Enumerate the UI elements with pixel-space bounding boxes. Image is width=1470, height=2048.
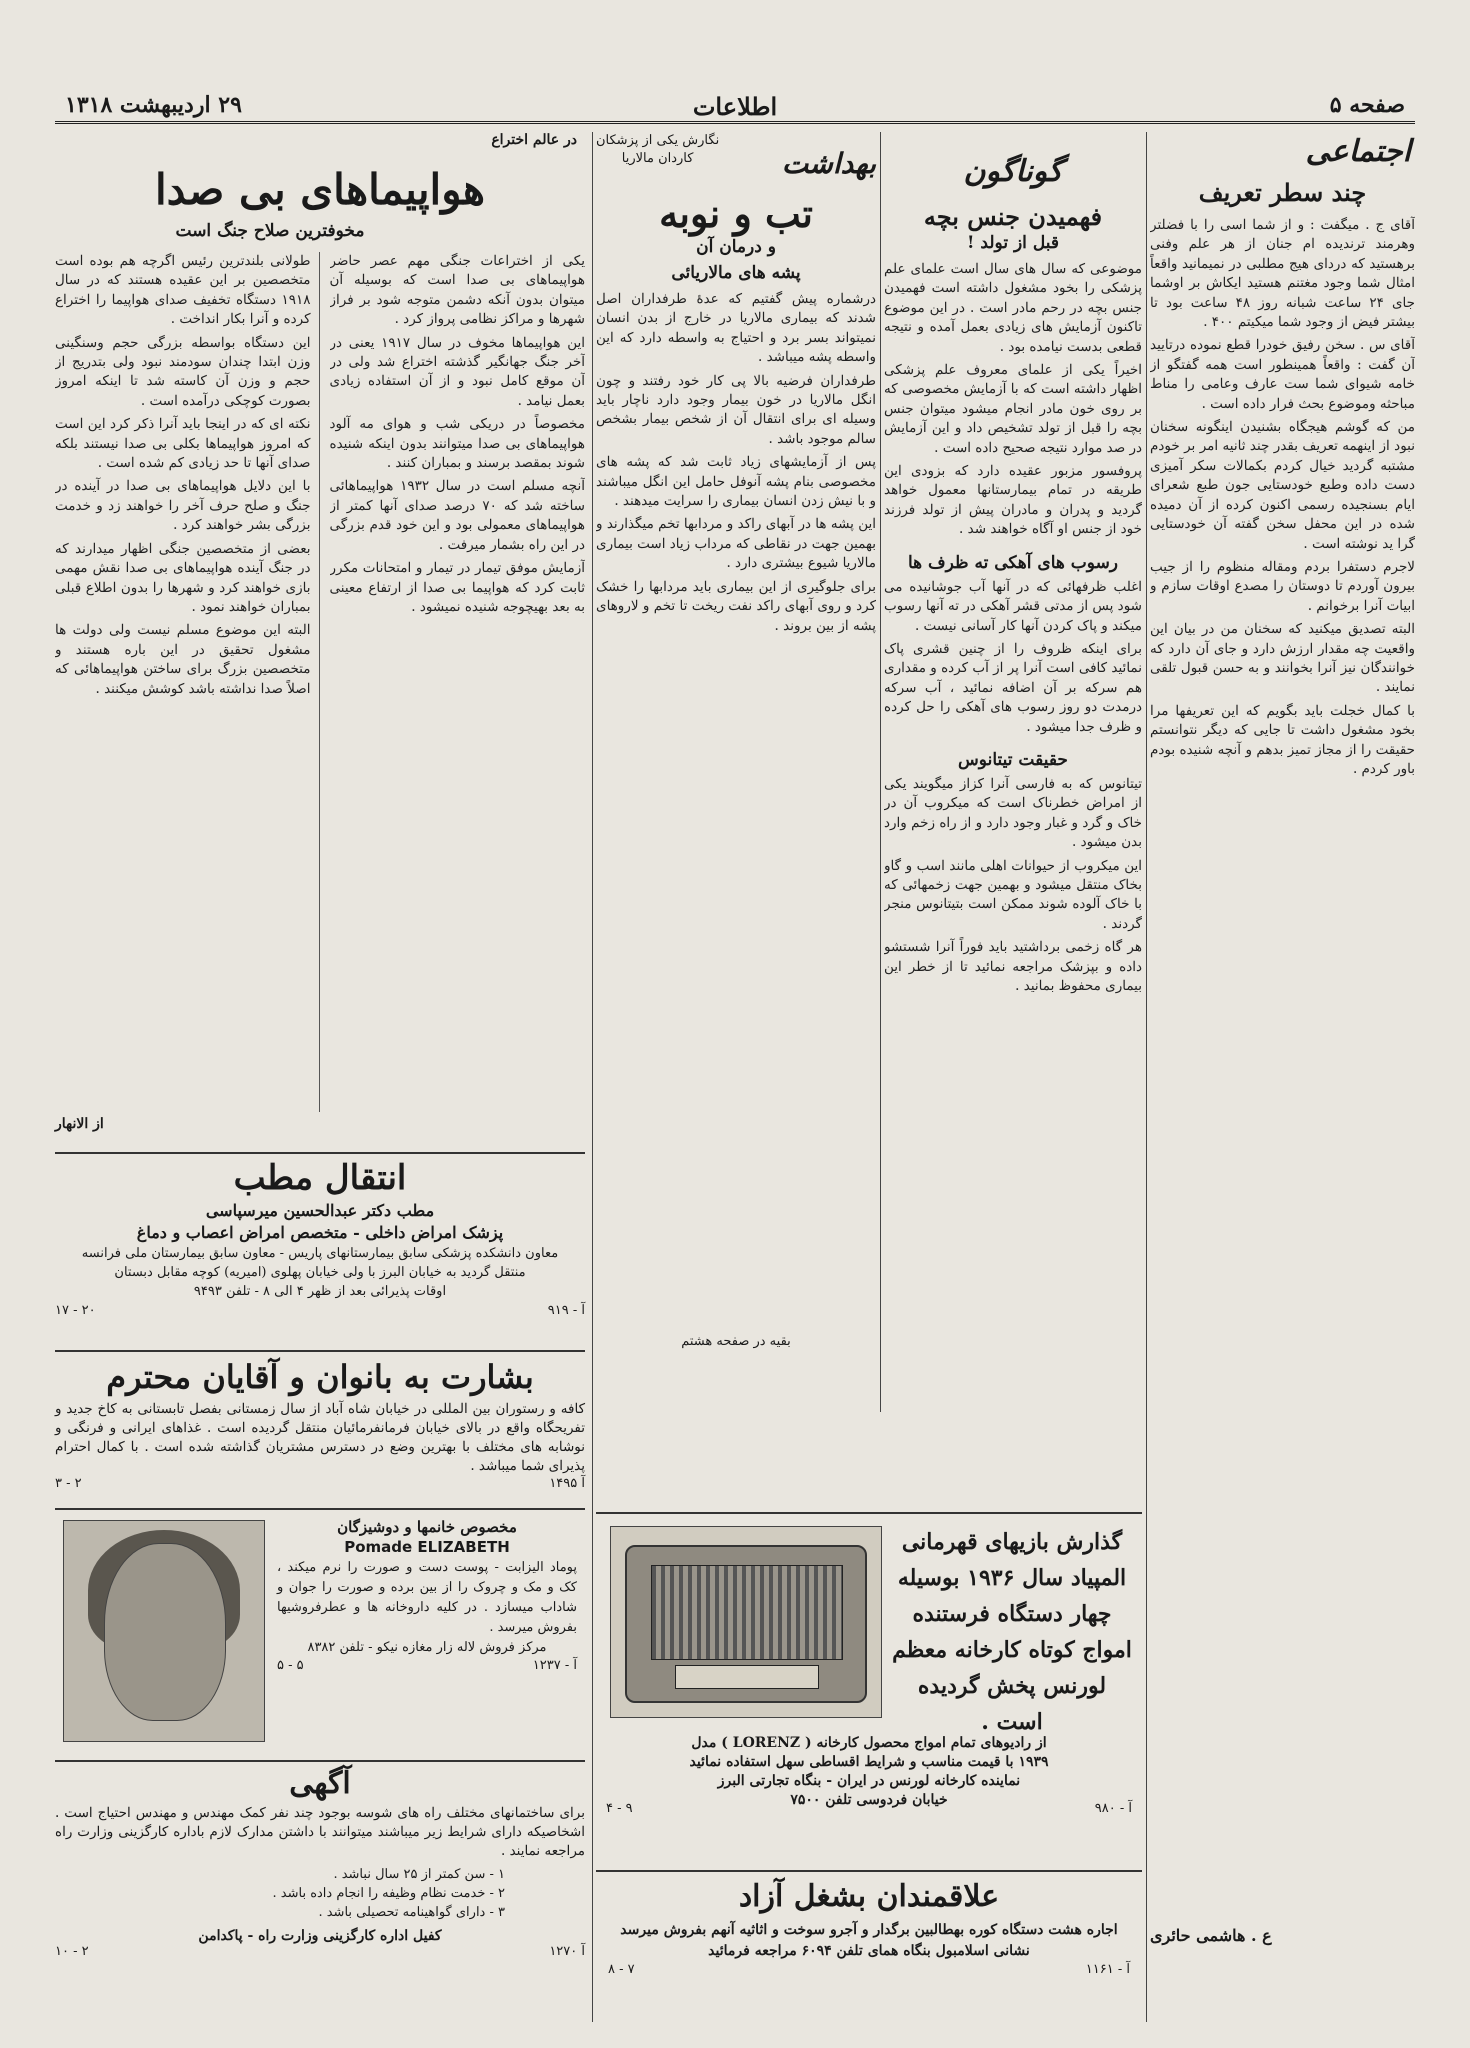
ad-line: پزشک امراض داخلی - متخصص امراض اعصاب و دماغ — [136, 1223, 504, 1242]
paragraph: برای اینکه ظروف را از چنین قشری پاک نمائید کافی است آنرا پر از آب کرده و مقداری هم سرکه بر آن اضافه نمائید ، آب سرکه درمدت دو روز رسوب های آهکی را حل کرده و ظرف جدا میشود . — [884, 640, 1142, 735]
sub-heading: پشه های مالاریائی — [671, 263, 801, 283]
paragraph: بعضی از متخصصین جنگی اظهار میدارند که در جنگ آینده هواپیماهای بی صدا نقش مهمی بازی خواهند کرد و شهرها را بدون اطلاع قبلی بمباران خواهند نمود . — [55, 540, 311, 615]
paragraph: پروفسور مزبور عقیده دارد که بزودی این طریقه در تمام بیمارستانها معمول خواهد گردید و پدران و مادران پیش از تولد فرزند خود از جنس او آگاه خواهند شد . — [884, 463, 1142, 538]
sub-article-body — [884, 775, 1142, 1000]
ad-heading: مخصوص خانمها و دوشیزگان — [337, 1518, 517, 1536]
invention-article — [55, 132, 585, 1152]
paragraph: اغلب ظرفهائی که در آنها آب جوشانیده می شود پس از مدتی قشر آهکی در ته آنها رسوب میکند و پاک کردن آنها کار آسانی نیست . — [884, 578, 1142, 634]
article-title: تب و نوبه — [659, 191, 813, 236]
ad-title: علاقمندان بشغل آزاد — [738, 1879, 1000, 1914]
article-title: فهمیدن جنس بچه — [923, 202, 1103, 231]
paragraph: من که گوشم هیجگاه بشنیدن اینگونه سخنان نبود از اینهمه تعریف بقدر چند ثانیه امر بر خودم مشتبه گردید خیال کردم بکمالات سکر آمیزی دست داده وطبع خودستایی جون طبع شعرای ایام بسنجیده رسمی اکنون کرده از آن دمیده شده در این محفل سخن گفته آن خودستایی گرا ید نوشته است . — [1150, 419, 1415, 552]
ad-body: کافه و رستوران بین المللی در خیابان شاه آباد از سال زمستانی بفصل تابستانی به کاخ جدید و تفریحگاه واقع در بالای خیابان فرمانفرمائیان منتقل گردیده است . غذاهای ایرانی و فرنگی و نوشابه های مختلف با بهترین وضع در دسترس مشتریان گذاشته شده است . با کمال احترام پذیرای شما میباشد . — [55, 1401, 585, 1474]
paragraph: این هواپیماها مخوف در سال ۱۹۱۷ یعنی در آخر جنگ جهانگیر گذشته اختراع شد ولی در آن موقع کامل نبود و از آن استفاده زیادی بعمل نیامد . — [329, 334, 585, 409]
pomade-ad — [55, 1512, 585, 1757]
divider — [55, 1508, 585, 1510]
author-signature: ع . هاشمی حائری — [1150, 1926, 1272, 1945]
column-rule — [880, 132, 881, 1412]
article-body-right — [330, 252, 586, 1112]
article-body — [1150, 216, 1415, 1916]
paragraph: هر گاه زخمی برداشتید باید فوراً آنرا شستشو داده و بپزشک مراجعه نمائید تا از خطر این بیماری محفوظ بمانید . — [884, 939, 1142, 994]
paragraph: آقای ج . میگفت : و از شما اسی را با فضلتر وهرمند ترندیده ام جنان از هر علم وفنی برهستید که دردای هیج مطلبی در نمیمانید واقعاً امثال شما وجود مغتنم هستید ایکاش بر اوشما جای ۲۴ ساعت شبانه روز ۴۸ ساعت بود تا بیشتر فیض از وجود شما میکیتم ۴۰۰ . — [1150, 217, 1415, 331]
column-rule — [1146, 132, 1147, 2022]
condition-item: ۳ - دارای گواهینامه تحصیلی باشد . — [318, 1905, 505, 1920]
section-label: بهداشت — [781, 147, 876, 180]
paragraph: درشماره پیش گفتیم که عدهٔ طرفداران اصل شدند که بیماری مالاریا در خارج از بدن انسان نمیتواند بسر برد و احتیاج به واسطه دارد که این واسطه پشه میباشد . — [596, 291, 876, 366]
column-rule — [592, 132, 593, 1512]
ad-code: ۹ - ۴ — [606, 1801, 633, 1816]
ad-line: ۱۹۳۹ با قیمت مناسب و شرایط اقساطی سهل استفاده نمائید — [689, 1754, 1049, 1770]
paragraph: مخصوصاً در دریکی شب و هوای مه آلود هواپیماهای بی صدا میتوانند بدون اینکه شنیده شوند بمقصد برسند و بمباران کنند . — [329, 416, 585, 472]
brand-name: Pomade ELIZABETH — [344, 1538, 510, 1556]
divider — [55, 1152, 585, 1154]
ad-line: معاون دانشکده پزشکی سابق بیمارستانهای پاریس - معاون سابق بیمارستان ملی فرانسه — [81, 1246, 559, 1261]
paragraph: آزمایش موفق تیمار در تیمار و امتحانات مکرر ثابت کرد که هواپیما بی صدا از ارتفاع معینی به بعد بهیچوجه شنیده نمیشود . — [329, 560, 585, 615]
ad-title: انتقال مطب — [233, 1158, 407, 1198]
column-rule — [592, 1512, 593, 2022]
free-occupation-ad — [596, 1874, 1142, 2022]
condition-item: ۲ - خدمت نظام وظیفه را انجام داده باشد . — [272, 1886, 505, 1901]
paragraph: پس از آزمایشهای زیاد ثابت شد که پشه های مخصوصی بنام پشه آنوفل حامل این انگل میباشند و با نیش زدن انسان بیماری را سرایت میدهند . — [596, 454, 876, 510]
paragraph: این پشه ها در آبهای راکد و مردابها تخم میگذارند و بهمین جهت در نقاطی که مرداب زیاد است بیماری مالاریا شیوع بیشتری دارد . — [596, 516, 876, 572]
article-subtitle: و درمان آن — [696, 237, 776, 257]
paragraph: اخیراً یکی از علمای معروف علم پزشکی اظهار داشته است که با آزمایش مخصوصی که بر روی خون مادر انجام میشود میتوان جنس بچه را قبل از تولد تشخیص داد و این آزمایش در صد موارد نتیجه صحیح داده است . — [884, 362, 1142, 456]
ad-line: خیابان فردوسی تلفن ۷۵۰۰ — [790, 1792, 948, 1808]
divider — [55, 1350, 585, 1352]
article-title: هواپیماهای بی صدا — [154, 165, 486, 214]
ad-body: اجاره هشت دستگاه کوره بهطالبین برگدار و آجرو سوخت و اثاثیه آنهم بفروش میرسد نشانی اسلامبول بنگاه همای تلفن ۶۰۹۴ مراجعه فرمائید — [620, 1922, 1118, 1959]
ad-code: ۲ - ۳ — [55, 1476, 82, 1491]
paragraph: آقای س . سخن رفیق خودرا قطع نموده درتایید آن گفت : واقعاً همینطور است همه گفتگو از خامه شیوای شما ست عارف وعامی را مناط مباحثه وموضوع بحث فرار داده است . — [1150, 337, 1415, 412]
health-column — [596, 132, 876, 1412]
face-shape — [104, 1543, 226, 1721]
condition-item: ۱ - سن کمتر از ۲۵ سال نباشد . — [333, 1867, 505, 1882]
paragraph: این میکروب از حیوانات اهلی مانند اسب و گاو بخاک منتقل میشود و بهمین جهت زخمهائی که با خاک آلوده شوند ممکن است بتیتانوس منجر گردند . — [884, 857, 1142, 932]
paragraph: طرفداران فرضیه بالا پی کار خود رفتند و چون انگل مالاریا در خون بیمار وجود دارد ناچار باید وسیله ای برای انتقال آن از شخص بیمار بشخص سالم موجود باشد . — [596, 372, 876, 447]
article-title: چند سطر تعریف — [1198, 178, 1367, 207]
ad-footer: کفیل اداره کارگزینی وزارت راه - پاکدامن — [198, 1928, 442, 1944]
byline: نگارش یکی از پزشکان — [596, 133, 720, 148]
ad-line: نماینده کارخانه لورنس در ایران - بنگاه تجارتی البرز — [717, 1773, 1021, 1789]
paragraph: لاجرم دستفرا بردم ومقاله منظوم را از جیب بیرون آوردم تا دوستان را مصدع اوقات سازم و ابیات آنرا برخوانم . — [1150, 558, 1415, 614]
misc-column — [884, 132, 1142, 1412]
ad-title: بشارت به بانوان و آقایان محترم — [106, 1358, 534, 1396]
notice-ad — [55, 1764, 585, 2022]
sub-article-body — [884, 578, 1142, 741]
ad-line: مطب دکتر عبدالحسین میرسپاسی — [205, 1201, 435, 1220]
paragraph: آنچه مسلم است در سال ۱۹۳۲ هواپیماهائی ساخته شد که ۷۰ درصد صدای آنها کمتر از هواپیماهای معمولی بود و این خود قدم بزرگی در این راه بشمار میرفت . — [329, 478, 585, 553]
sub-article-title: حقیقت تیتانوس — [958, 749, 1068, 770]
ad-title: گذارش بازیهای قهرمانی المپیاد سال ۱۹۳۶ بوسیله چهار دستگاه فرستنده امواج کوتاه کارخانه معظم لورنس پخش گردیده است . — [892, 1529, 1132, 1735]
social-column — [1150, 132, 1415, 2022]
radio-grill-shape — [651, 1565, 843, 1659]
article-body — [596, 290, 876, 1330]
ad-line: از رادیوهای تمام امواج محصول کارخانه ( LORENZ ) مدل — [691, 1735, 1047, 1751]
article-body — [884, 260, 1142, 544]
divider — [55, 1760, 585, 1762]
ad-code: آ ۱۴۹۵ — [549, 1476, 585, 1491]
article-body-left — [55, 252, 320, 1112]
radio-image — [610, 1526, 882, 1718]
kicker: در عالم اختراع — [491, 132, 577, 148]
ad-body: برای ساختمانهای مختلف راه های شوسه بوجود چند نفر کمک مهندس و مهندس احتیاج است . اشخاصیکه دارای شرایط زیر میباشند میتوانند با داشتن مدارک لازم باداره کارگزینی وزارت راه مراجعه نمایند . — [55, 1805, 585, 1859]
divider — [596, 1870, 1142, 1872]
paragraph: برای جلوگیری از این بیماری باید مردابها را خشک کرد و روی آبهای راکد نفت ریخت تا تخم و لاروهای پشه از بین بروند . — [596, 578, 876, 634]
paragraph: یکی از اختراعات جنگی مهم عصر حاضر هواپیماهای بی صدا است که بوسیله آن میتوان بدون آنکه دشمن متوجه شود بر فراز شهرها و مراکز نظامی پرواز کرد . — [329, 253, 585, 328]
ad-code: ۲۰ - ۱۷ — [55, 1303, 96, 1318]
ad-code: آ - ۱۲۳۷ — [532, 1658, 577, 1673]
masthead — [55, 88, 1415, 124]
section-label: اجتماعی — [1305, 134, 1411, 169]
source-note: از الانهار — [55, 1116, 104, 1132]
paragraph: موضوعی که سال های سال است علمای علم پزشکی را بخود مشغول داشته است فهمیدن جنس بچه در رحم مادر است . در این موضوع تاکنون آزمایش های زیادی بعمل آمده و نتیجه قطعی بدست نیامده بود . — [884, 261, 1142, 355]
paragraph: نکته ای که در اینجا باید آنرا ذکر کرد این است که امروز هواپیماها بکلی بی صدا نیستند بلکه صدای آنها تا حد زیادی کم شده است . — [55, 416, 311, 472]
paragraph: این دستگاه بواسطه بزرگی حجم وسنگینی وزن ابتدا چندان سودمند نبود ولی بتدریج از حجم و وزن آن کاسته شد تا اینکه امروز بصورت کوچکی درآمده است . — [55, 334, 311, 409]
ad-code: ۵ - ۵ — [277, 1658, 304, 1673]
ad-address: مرکز فروش لاله زار مغازه نیکو - تلفن ۸۳۸۲ — [307, 1640, 547, 1655]
ad-line: اوقات پذیرائی بعد از ظهر ۴ الی ۸ - تلفن ۹۴۹۳ — [193, 1284, 447, 1299]
ad-code: آ - ۹۸۰ — [1094, 1801, 1132, 1816]
radio-dial-shape — [675, 1665, 820, 1689]
clinic-ad — [55, 1156, 585, 1346]
radio-ad — [596, 1516, 1142, 1816]
paragraph: طولانی بلندترین رئیس اگرچه هم بوده است متخصصین بر این عقیده هستند که در سال ۱۹۱۸ دستگاه تخفیف صدای هواپیما را اختراع کرده و آنرا بکار انداخت . — [55, 253, 311, 328]
issue-date: ۲۹ اردیبهشت ۱۳۱۸ — [65, 92, 242, 118]
radio-cabinet-shape — [625, 1545, 867, 1703]
paragraph: تیتانوس که به فارسی آنرا کزاز میگویند یکی از امراض خطرناک است که میکروب آن در خاک و گرد و غبار وجود دارد و از راه زخم وارد بدن میشود . — [884, 775, 1142, 851]
glad-tidings-ad — [55, 1354, 585, 1504]
section-label: گوناگون — [963, 154, 1063, 189]
page-number: صفحه ۵ — [1329, 92, 1405, 118]
ad-code: آ - ۹۱۹ — [547, 1303, 585, 1318]
article-subtitle: مخوفترین صلاح جنگ است — [175, 221, 365, 241]
sub-article-title: رسوب های آهکی ته ظرف ها — [907, 552, 1119, 573]
ad-code: ۷ - ۸ — [608, 1962, 635, 1977]
ad-code: آ - ۱۱۶۱ — [1085, 1962, 1130, 1977]
ad-code: ۲ - ۱۰ — [55, 1944, 89, 1959]
ad-line: منتقل گردید به خیابان البرز با ولی خیابان پهلوی (امیریه) کوچه مقابل دبستان — [114, 1265, 526, 1280]
ad-code: آ ۱۲۷۰ — [549, 1944, 585, 1959]
paper-name: اطلاعات — [692, 92, 778, 121]
byline-role: کاردان مالاریا — [621, 151, 694, 166]
woman-portrait-image — [63, 1520, 265, 1742]
ad-title: آگهی — [289, 1766, 351, 1801]
divider — [596, 1512, 1142, 1514]
paragraph: با این دلایل هواپیماهای بی صدا در آینده در جنگ و صلح حرف آخر را خواهند زد و خدمت بزرگی بشر خواهند کرد . — [55, 478, 311, 534]
paragraph: با کمال خجلت باید بگویم که این تعریفها مرا بخود مشغول داشت تا جایی که دیگر نتوانستم حقیقت را از مجاز تمیز بدهم و آنچه شنیده بودم باور کردم . — [1150, 702, 1415, 777]
paragraph: البته این موضوع مسلم نیست ولی دولت ها مشغول تحقیق در این باره هستند و متخصصین بزرگ برای ساختن هواپیماهائی که اصلاً صدا نداشته باشد کوشش میکنند . — [55, 622, 311, 697]
article-subtitle: قبل از تولد ! — [967, 233, 1059, 253]
paragraph: البته تصدیق میکنید که سخنان من در بیان این واقعیت چه مقدار ارزش دارد و جای آن دارد که خوانندگان نیز آنرا بخوانند و به حسن قبول تلقی نمایند . — [1150, 621, 1415, 696]
continued-note: بقیه در صفحه هشتم — [681, 1334, 791, 1349]
ad-body: پوماد الیزابت - پوست دست و صورت را نرم میکند ، کک و مک و چروک را از بین برده و صورت را جوان و شاداب میسازد . در کلیه داروخانه ها و عطرفروشیها بفروش میرسد . — [277, 1560, 577, 1635]
